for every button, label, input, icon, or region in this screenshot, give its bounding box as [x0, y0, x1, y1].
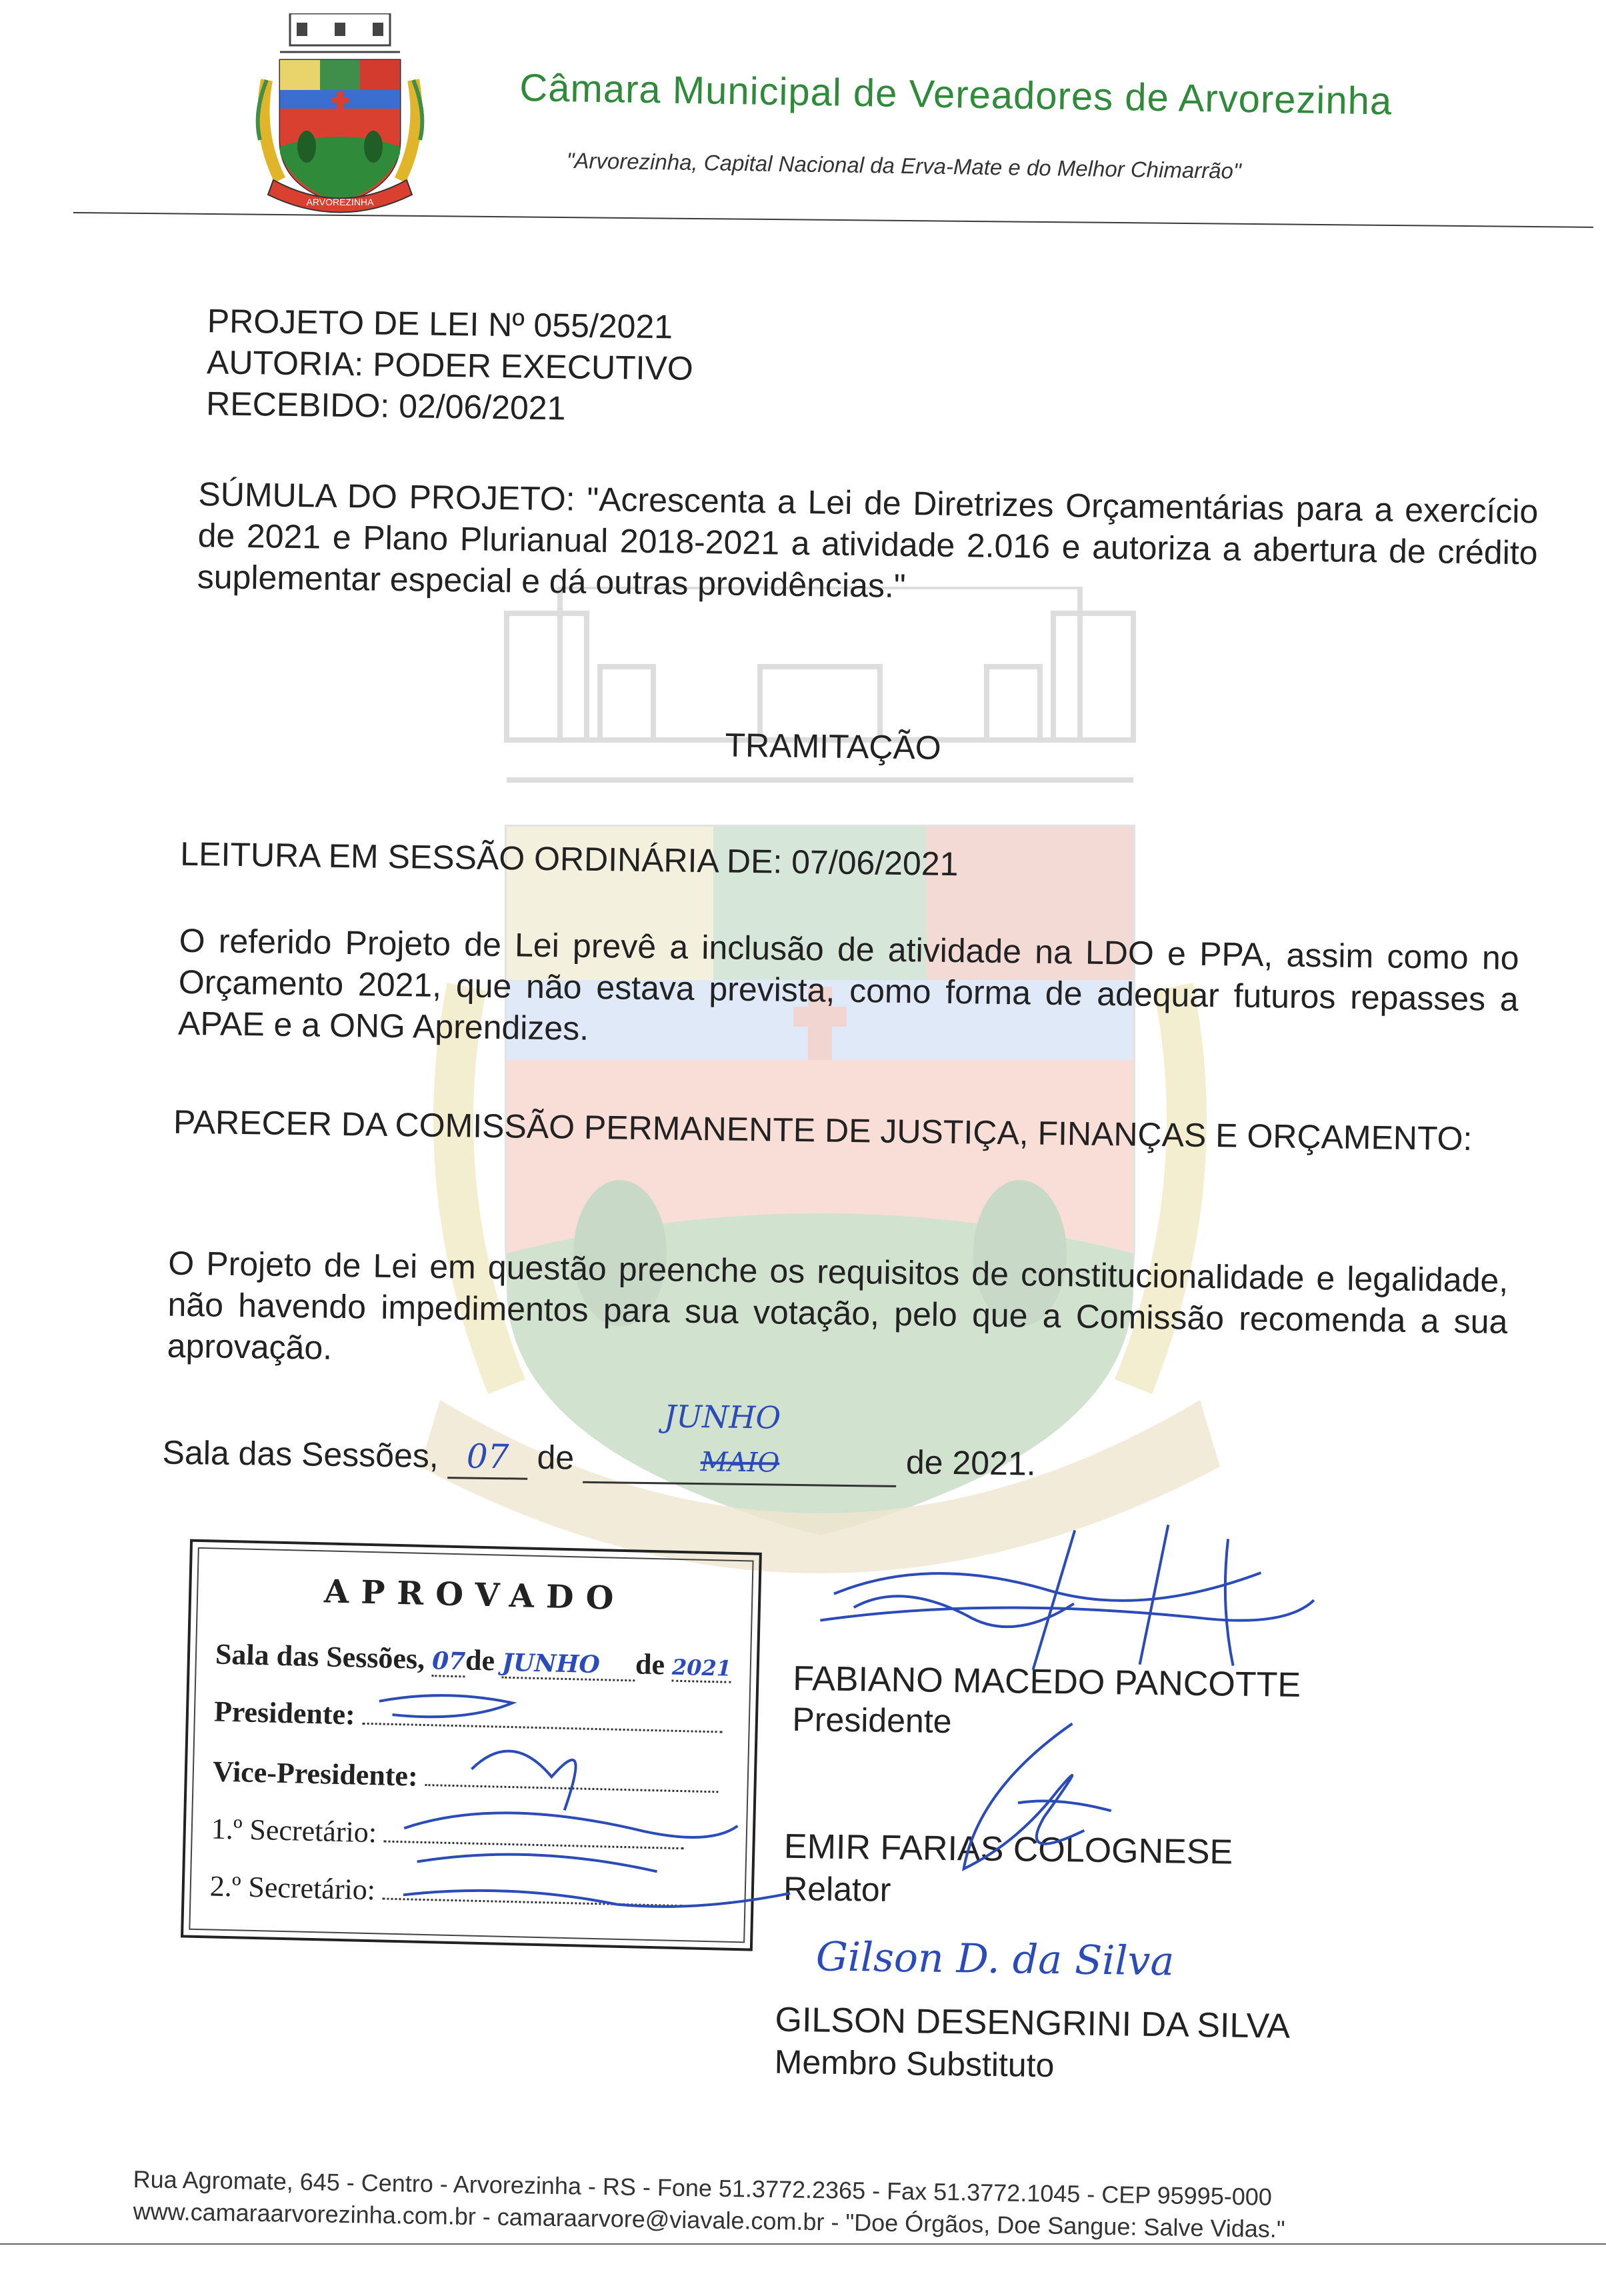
tramitacao-heading: TRAMITAÇÃO: [725, 726, 942, 767]
parecer-text: O Projeto de Lei em questão preenche os requisitos de constitucionalidade e legalidade, não havendo impedimentos para sua votação, pelo que a Comissão recomenda a sua aprovação.: [167, 1244, 1509, 1367]
signatory-2-role: Relator: [783, 1869, 891, 1909]
project-summary: [197, 473, 1538, 615]
signature-fabiano: [793, 1513, 1328, 1680]
reading-session-line: LEITURA EM SESSÃO ORDINÁRIA DE: 07/06/2021: [180, 835, 959, 883]
session-date-line: [162, 1398, 1036, 1489]
signatory-2-name: EMIR FARIAS COLOGNESE: [783, 1827, 1233, 1872]
footer-address: Rua Agromate, 645 - Centro - Arvorezinha - RS - Fone 51.3772.2365 - Fax 51.3772.1045 - CEP 95995-000: [133, 2165, 1273, 2211]
summary-text: "Acrescenta a Lei de Diretrizes Orçamentárias para a exercício de 2021 e Plano Plurianual 2018-2021 a atividade 2.016 e autoriza a abertura de crédito suplementar especial e dá outras providências.": [197, 480, 1539, 605]
stamp-session-row: Sala das Sessões, 07de JUNHO de 2021: [215, 1637, 731, 1684]
stamp-president-row: Presidente:: [213, 1695, 723, 1741]
footer-divider: [0, 2243, 1606, 2245]
logo-ribbon-text: ARVOREZINHA: [306, 197, 374, 207]
footer-contacts: www.camaraarvorezinha.com.br - camaraarvore@viavale.com.br - "Doe Órgãos, Doe Sangue: Salve Vidas.": [133, 2197, 1285, 2243]
signature-stamp-scribbles: [363, 1675, 819, 1934]
stamp-title: APROVADO: [323, 1573, 627, 1618]
stamp-vice-president-row: Vice-Presidente:: [212, 1755, 719, 1801]
parecer-heading: PARECER DA COMISSÃO PERMANENTE DE JUSTIÇA, FINANÇAS E ORÇAMENTO:: [173, 1103, 1473, 1158]
date-connector: de: [537, 1438, 575, 1477]
signatory-3-role: Membro Substituto: [774, 2043, 1055, 2085]
project-author: AUTORIA: PODER EXECUTIVO: [206, 343, 694, 387]
signature-emir: [937, 1709, 1139, 1911]
signatory-1-name: FABIANO MACEDO PANCOTTE: [792, 1659, 1301, 1705]
stamp-first-secretary-row: 1.º Secretário:: [211, 1811, 684, 1857]
institution-name: Câmara Municipal de Vereadores de Arvorezinha: [519, 65, 1393, 123]
date-prefix: Sala das Sessões,: [162, 1433, 439, 1475]
date-day: 07: [447, 1435, 528, 1480]
stamp-second-secretary-row: 2.º Secretário:: [209, 1869, 683, 1914]
summary-label: SÚMULA DO PROJETO:: [198, 475, 576, 518]
institution-motto: "Arvorezinha, Capital Nacional da Erva-Mate e do Melhor Chimarrão": [566, 148, 1241, 183]
signatory-3-name: GILSON DESENGRINI DA SILVA: [775, 2000, 1291, 2046]
tramitacao-description: O referido Projeto de Lei prevê a inclusão de atividade na LDO e PPA, assim como no Orçamento 2021, que não estava prevista, como forma de adequar futuros repasses a APAE e a ONG Aprendizes.: [177, 921, 1519, 1047]
signatory-3-signature: Gilson D. da Silva: [815, 1933, 1175, 1985]
project-received: RECEBIDO: 02/06/2021: [205, 385, 566, 427]
date-suffix: de 2021.: [905, 1443, 1036, 1483]
project-number: PROJETO DE LEI Nº 055/2021: [207, 302, 673, 346]
date-month: JUNHO MAIO: [583, 1437, 897, 1487]
signatory-1-role: Presidente: [792, 1700, 952, 1741]
